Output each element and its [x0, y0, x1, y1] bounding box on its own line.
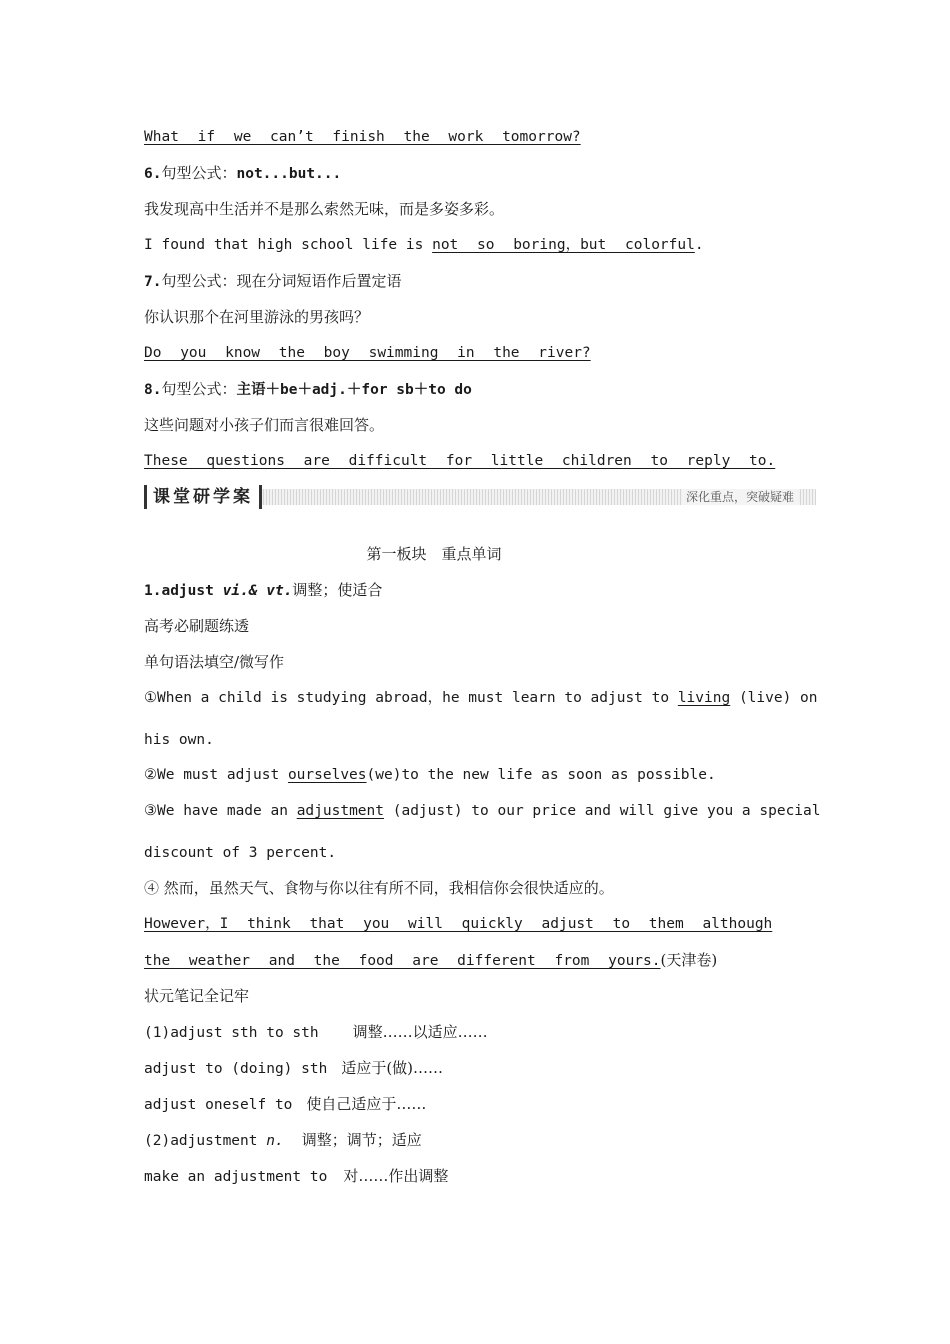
question-text: ①When a child is studying abroad，he must learn to adjust to: [144, 690, 678, 706]
banner-title: 课堂研学案: [144, 485, 262, 509]
note-cn: 调整……以适应……: [352, 1023, 488, 1041]
question-text: (adjust) to our price and will give you a special: [384, 803, 821, 819]
word-number: 1.: [144, 583, 162, 599]
note-1: [144, 1022, 488, 1043]
chinese-sentence-7: 你认识那个在河里游泳的男孩吗？: [144, 308, 370, 326]
banner-tag: 深化重点，突破疑难: [682, 489, 798, 505]
subheading-exercise-type: 单句语法填空/微写作: [144, 653, 285, 671]
item-number: 7.: [144, 274, 162, 290]
answer-line-6: [144, 235, 704, 255]
formula-text: not...but...: [236, 166, 342, 182]
note-cn: 对……作出调整: [343, 1167, 449, 1185]
subheading-practice: 高考必刷题练透: [144, 617, 250, 635]
question-4-chinese: ④ 然而，虽然天气、食物与你以往有所不同，我相信你会很快适应的。: [144, 879, 614, 897]
item-number: 8.: [144, 382, 162, 398]
question-1-cont: his own.: [144, 732, 214, 748]
formula-6: [144, 163, 341, 184]
question-1: [144, 688, 818, 708]
section-heading: 第一板块 重点单词: [366, 545, 502, 563]
answer-blank: living: [677, 690, 731, 706]
question-3-cont: discount of 3 percent.: [144, 845, 337, 861]
note-en: make an adjustment to: [144, 1169, 328, 1185]
formula-label: 句型公式：: [161, 164, 237, 182]
word-headword: adjust: [161, 583, 223, 599]
item-number: 6.: [144, 166, 162, 182]
question-text: (we)to the new life as soon as possible.: [366, 767, 716, 783]
note-en: adjust to (doing) sth: [144, 1061, 328, 1077]
word-pos: vi.& vt.: [222, 583, 293, 599]
chinese-sentence-8: 这些问题对小孩子们而言很难回答。: [144, 416, 385, 434]
answer-line-7: Do you know the boy swimming in the river?: [144, 345, 591, 361]
answer-line-what-if: What if we can’t finish the work tomorrow?: [144, 129, 581, 145]
note-cn: 调整；调节；适应: [301, 1131, 422, 1149]
sentence-prefix: I found that high school life is: [144, 237, 433, 253]
question-3: [144, 801, 821, 821]
note-en: adjust oneself to: [144, 1097, 293, 1113]
note-cn: 使自己适应于……: [306, 1095, 427, 1113]
note-cn: 适应于(做)……: [341, 1059, 444, 1077]
question-text: (live) on: [730, 690, 818, 706]
formula-7: [144, 271, 401, 292]
answer-blank: ourselves: [287, 767, 367, 783]
section-banner: [144, 485, 816, 509]
notes-title: 状元笔记全记牢: [144, 987, 250, 1005]
note-4: [144, 1130, 422, 1151]
note-3: [144, 1094, 426, 1115]
note-en: (1)adjust sth to sth: [144, 1025, 319, 1041]
word-meaning: 调整；使适合: [292, 581, 383, 599]
question-text: ③We have made an: [144, 803, 297, 819]
question-2: [144, 765, 716, 785]
sentence-suffix: .: [694, 237, 704, 253]
answer-blank: the weather and the food are different from yours.: [144, 953, 661, 969]
note-2: [144, 1058, 443, 1079]
formula-8: [144, 379, 472, 400]
source-label: (天津卷): [660, 951, 718, 969]
formula-text: 主语＋be＋adj.＋for sb＋to do: [236, 382, 472, 398]
chinese-sentence-6: 我发现高中生活并不是那么索然无味，而是多姿多彩。: [144, 200, 505, 218]
note-5: [144, 1166, 448, 1187]
question-text: ②We must adjust: [144, 767, 288, 783]
note-en: (2)adjustment: [144, 1133, 267, 1149]
formula-label: 句型公式：: [161, 380, 237, 398]
note-pos: n.: [266, 1133, 284, 1149]
question-4-answer-2: [144, 950, 717, 971]
answer-line-8: These questions are difficult for little children to reply to.: [144, 453, 776, 469]
answer-blank: not so boring，but colorful: [432, 237, 695, 253]
question-4-answer-1: However，I think that you will quickly adjust to them although: [144, 916, 773, 932]
word-entry: [144, 580, 382, 601]
answer-blank: adjustment: [296, 803, 384, 819]
formula-label: 句型公式：现在分词短语作后置定语: [161, 272, 402, 290]
